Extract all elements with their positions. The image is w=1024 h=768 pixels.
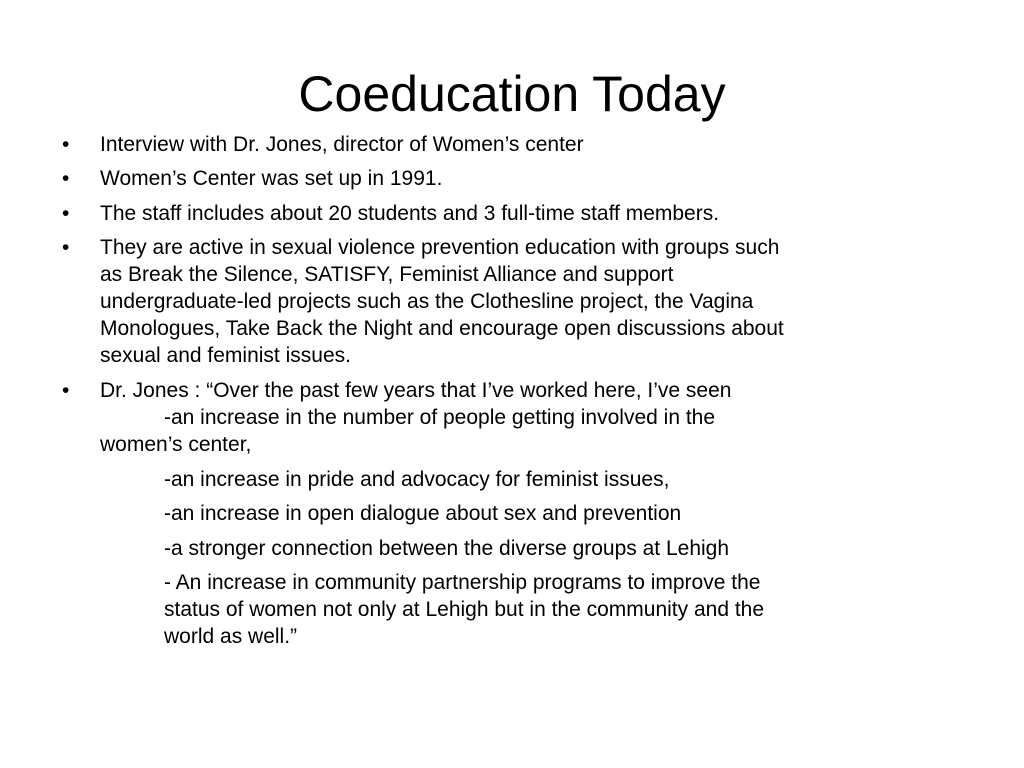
bullet-1-text: Interview with Dr. Jones, director of Women’s center <box>100 133 584 156</box>
bullet-4-line-3: undergraduate-led projects such as the Clothesline project, the Vagina <box>100 290 754 313</box>
bullet-icon: • <box>62 202 70 225</box>
bullet-icon: • <box>62 379 70 402</box>
bullet-5-line-3: women’s center, <box>100 433 252 456</box>
bullet-icon: • <box>62 133 70 156</box>
bullet-4-line-5: sexual and feminist issues. <box>100 344 351 367</box>
bullet-4-line-4: Monologues, Take Back the Night and encourage open discussions about <box>100 317 784 340</box>
bullet-5-line-2: -an increase in the number of people getting involved in the <box>164 406 716 429</box>
bullet-4-line-1: They are active in sexual violence prevention education with groups such <box>100 236 780 259</box>
bullet-5-line-6: -a stronger connection between the diverse groups at Lehigh <box>164 537 730 560</box>
bullet-4-line-2: as Break the Silence, SATISFY, Feminist Alliance and support <box>100 263 674 286</box>
bullet-icon: • <box>62 167 70 190</box>
bullet-5-line-7: - An increase in community partnership programs to improve the <box>164 571 761 594</box>
slide-title: Coeducation Today <box>298 66 726 122</box>
bullet-2-text: Women’s Center was set up in 1991. <box>100 167 443 190</box>
bullet-5-line-4: -an increase in pride and advocacy for feminist issues, <box>164 468 670 491</box>
bullet-3-text: The staff includes about 20 students and 3 full-time staff members. <box>100 202 720 225</box>
bullet-5-line-9: world as well.” <box>164 625 298 648</box>
bullet-5-line-8: status of women not only at Lehigh but in the community and the <box>164 598 765 621</box>
bullet-5-line-1: Dr. Jones : “Over the past few years that I’ve worked here, I’ve seen <box>100 379 732 402</box>
bullet-5-line-5: -an increase in open dialogue about sex and prevention <box>164 502 682 525</box>
bullet-icon: • <box>62 236 70 259</box>
